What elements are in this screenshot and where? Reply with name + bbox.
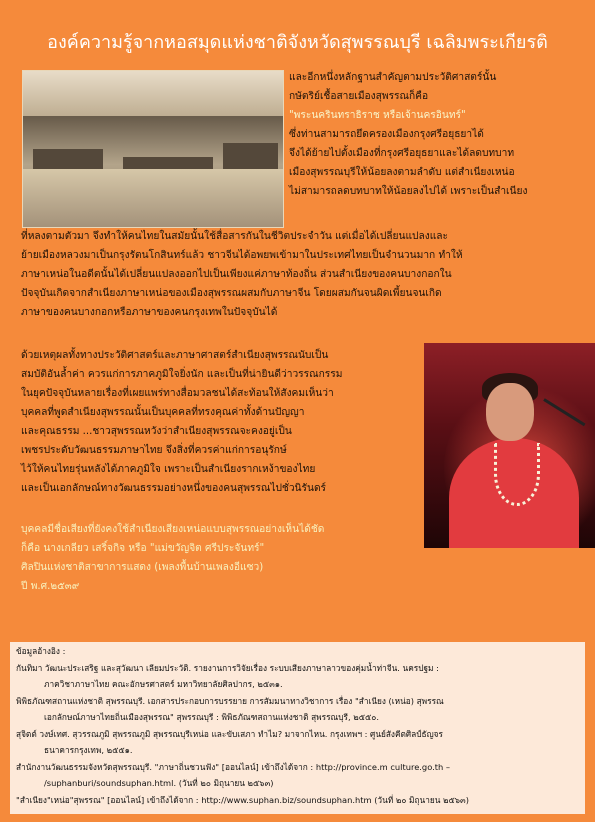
para2-line: ในยุคปัจจุบันหลายเรื่องที่เผยแพร่ทางสื่อมวลชนได้สะท้อนให้สังคมเห็นว่า [21,388,334,399]
para1-line: ไม่สามารถลดบทบาทให้น้อยลงไปได้ เพราะเป็นสำเนียง [289,186,528,197]
para2-line: และเป็นเอกลักษณ์ทางวัฒนธรรมอย่างหนึ่งของคนสุพรรณไปชั่วนิรันดร์ [21,483,327,494]
singer-photo [424,343,595,548]
para2-line: ไว้ให้คนไทยรุ่นหลังได้ภาคภูมิใจ เพราะเป็นสำเนียงรากเหง้าของไทย [21,464,316,475]
para1-line: จึงได้ย้ายไปตั้งเมืองที่กรุงศรีอยุธยาและได้ลดบทบาท [289,148,515,159]
para2-line: ด้วยเหตุผลทั้งทางประวัติศาสตร์และภาษาศาสตร์สำเนียงสุพรรณนับเป็น [21,350,329,361]
para1-line: ปัจจุบันเกิดจากสำเนียงภาษาเหน่อของเมืองสุพรรณผสมกับภาษาจีน โดยผสมกันจนผิดเพี้ยนจนเกิด [21,288,442,299]
para1-line: ภาษาของคนบางกอกหรือภาษาของคนกรุงเทพในปัจจุบันได้ [21,307,278,318]
para1-line: ที่หลงตามตัวมา จึงทำให้คนไทยในสมัยนั้นใช้สื่อสารกันในชีวิตประจำวัน แต่เมื่อได้เปลี่ยนแปลงและ [21,231,449,242]
page-title: องค์ความรู้จากหอสมุดแห่งชาติจังหวัดสุพรรณบุรี เฉลิมพระเกียรติ [47,32,548,53]
para1-line: ซึ่งท่านสามารถยึดครองเมืองกรุงศรีอยุธยาได้ [289,129,484,140]
para1-line: กษัตริย์เชื้อสายเมืองสุพรรณก็คือ [289,91,429,102]
reference-line: /suphanburi/soundsuphan.html. (วันที่ ๒๐ มิถุนายน ๒๕๖๓) [44,778,274,788]
references-box [10,642,585,814]
para2-line: บุคคลที่พูดสำเนียงสุพรรณนั้นเป็นบุคคลที่ทรงคุณค่าทั้งด้านปัญญา [21,407,305,418]
para1-line: และอีกหนึ่งหลักฐานสำคัญตามประวัติศาสตร์นั้น [289,72,497,83]
reference-line: กันทิมา วัฒนะประเสริฐ และสุวัฒนา เลียมประวัติ. รายงานการวิจัยเรื่อง ระบบเสียงภาษาลาวของคุ่มน้ำท่าจีน. นครปฐม : [16,663,439,673]
reference-line: ภาควิชาภาษาไทย คณะอักษรศาสตร์ มหาวิทยาลัยศิลปากร, ๒๕๓๑. [44,679,283,689]
reference-line: เอกลักษณ์ภาษาไทยถิ่นเมืองสุพรรณ" สุพรรณบุรี : พิพิธภัณฑสถานแห่งชาติ สุพรรณบุรี, ๒๕๕๐. [44,712,379,722]
para2-line: และคุณธรรม ...ชาวสุพรรณหวังว่าสำเนียงสุพรรณจะคงอยู่เป็น [21,426,292,437]
references-heading: ข้อมูลอ้างอิง : [16,646,66,656]
para1-line: ภาษาเหน่อในอดีตนั้นได้เปลี่ยนแปลงออกไปเป็นเพียงแค่ภาษาท้องถิ่น ส่วนสำเนียงของคนบางกอกใน [21,269,452,280]
para3-line: บุคคลมีชื่อเสียงที่ยังคงใช้สำเนียงเสียงเหน่อแบบสุพรรณอย่างเห็นได้ชัด [21,524,325,535]
para2-line: สมบัติอันล้ำค่า ควรแก่การภาคภูมิใจยิ่งนัก และเป็นที่น่ายินดีว่าวรรณกรรม [21,369,343,380]
para3-line: ปี พ.ศ.๒๕๓๙ [21,581,80,592]
para1-line: เมืองสุพรรณบุรีให้น้อยลงตามลำดับ แต่สำเนียงเหน่อ [289,167,515,178]
para1-line: ย้ายเมืองหลวงมาเป็นกรุงรัตนโกสินทร์แล้ว ชาวจีนได้อพยพเข้ามาในประเทศไทยเป็นจำนวนมาก ทำให้ [21,250,463,261]
reference-line: สุจิตต์ วงษ์เทศ. สุวรรณภูมิ สุพรรณภูมิ สุพรรณบุรีเหน่อ และขับเสภา ทำไม? มาจากไหน. กรุงเทพฯ : ศูนย์สังคีตศิลป์ธัญจร [16,729,443,739]
reference-line: พิพิธภัณฑสถานแห่งชาติ สุพรรณบุรี. เอกสารประกอบการบรรยาย การสัมมนาทางวิชาการ เรื่อง "สำเนียง (เหน่อ) สุพรรณ [16,696,444,706]
para2-line: เพชรประดับวัฒนธรรมภาษาไทย จึงสิ่งที่ควรค่าแก่การอนุรักษ์ [21,445,287,456]
para3-line: ก็คือ นางเกลียว เสริ์จกิจ หรือ "แม่ขวัญจิต ศรีประจันทร์" [21,543,265,554]
reference-line: สำนักงานวัฒนธรรมจังหวัดสุพรรณบุรี. "ภาษาถิ่นชวนฟัง" [ออนไลน์] เข้าถึงได้จาก : http://province.m culture.go.th – [16,762,451,772]
reference-line: "สำเนียง"เหน่อ"สุพรรณ" [ออนไลน์] เข้าถึงได้จาก : http://www.suphan.biz/soundsuphan.htm (วันที่ ๒๐ มิถุนายน ๒๕๖๓) [16,795,469,805]
historic-market-photo [22,70,284,228]
para3-line: ศิลปินแห่งชาติสาขาการแสดง (เพลงพื้นบ้านเพลงอีแซว) [21,562,264,573]
king-name-highlight: "พระนครินทราธิราช หรือเจ้านครอินทร์" [289,110,466,121]
reference-line: ธนาคารกรุงเทพ, ๒๕๕๑. [44,745,133,755]
